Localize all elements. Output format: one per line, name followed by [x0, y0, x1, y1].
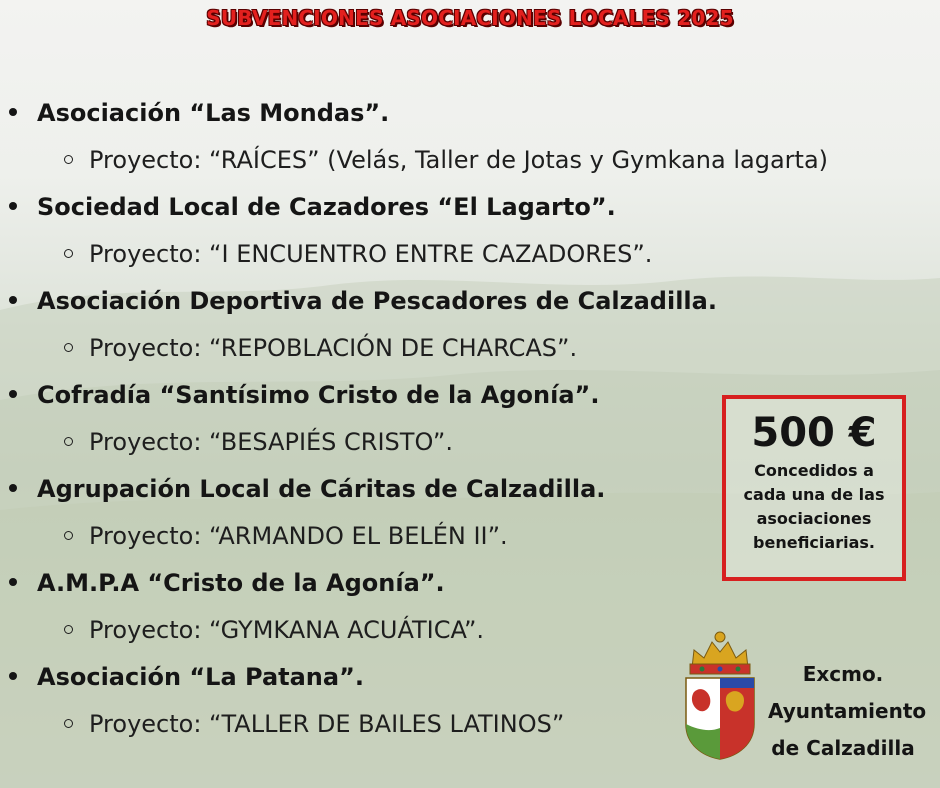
bullet-icon	[9, 672, 17, 680]
list-subitem	[64, 144, 828, 176]
circle-bullet-icon	[64, 343, 73, 352]
list-item	[9, 661, 364, 693]
association-name: Asociación “Las Mondas”.	[37, 99, 390, 127]
list-item	[9, 285, 717, 317]
list-subitem	[64, 332, 577, 364]
list-item	[9, 567, 445, 599]
coat-of-arms-icon	[680, 628, 760, 760]
list-subitem	[64, 426, 453, 458]
town-hall-line: Excmo.	[802, 662, 884, 686]
project-name: Proyecto: “TALLER DE BAILES LATINOS”	[89, 710, 565, 738]
town-hall-name	[768, 656, 927, 767]
town-hall-line: de Calzadilla	[771, 736, 915, 760]
circle-bullet-icon	[64, 625, 73, 634]
town-hall-line: Ayuntamiento	[768, 699, 927, 723]
project-name: Proyecto: “ARMANDO EL BELÉN II”.	[89, 522, 508, 550]
bullet-icon	[9, 108, 17, 116]
list-item	[9, 473, 605, 505]
list-subitem	[64, 520, 508, 552]
circle-bullet-icon	[64, 437, 73, 446]
list-item	[9, 379, 599, 411]
association-name: Asociación Deportiva de Pescadores de Calzadilla.	[37, 287, 717, 315]
grant-description-line: beneficiarias.	[753, 533, 875, 552]
bullet-icon	[9, 296, 17, 304]
project-name: Proyecto: “BESAPIÉS CRISTO”.	[89, 428, 453, 456]
list-subitem	[64, 238, 652, 270]
grant-description-line: Concedidos a	[754, 461, 874, 480]
circle-bullet-icon	[64, 531, 73, 540]
list-item	[9, 191, 616, 223]
circle-bullet-icon	[64, 249, 73, 258]
list-subitem	[64, 614, 484, 646]
association-name: Sociedad Local de Cazadores “El Lagarto”.	[37, 193, 616, 221]
project-name: Proyecto: “GYMKANA ACUÁTICA”.	[89, 616, 485, 644]
grant-amount: 500 €	[751, 410, 877, 456]
project-name: Proyecto: “RAÍCES” (Velás, Taller de Jotas y Gymkana lagarta)	[89, 146, 829, 174]
association-name: Asociación “La Patana”.	[37, 663, 364, 691]
list-subitem	[64, 708, 564, 740]
circle-bullet-icon	[64, 719, 73, 728]
list-item	[9, 97, 389, 129]
bullet-icon	[9, 202, 17, 210]
grant-description-line: asociaciones	[756, 509, 872, 528]
grant-description-line: cada una de las	[743, 485, 885, 504]
project-name: Proyecto: “REPOBLACIÓN DE CHARCAS”.	[89, 334, 578, 362]
bullet-icon	[9, 578, 17, 586]
circle-bullet-icon	[64, 155, 73, 164]
grant-amount-box	[722, 395, 906, 581]
page-title: SUBVENCIONES ASOCIACIONES LOCALES 2025	[206, 6, 734, 30]
grant-description	[726, 459, 902, 555]
association-name: Cofradía “Santísimo Cristo de la Agonía”.	[37, 381, 600, 409]
association-name: Agrupación Local de Cáritas de Calzadilla.	[37, 475, 606, 503]
bullet-icon	[9, 484, 17, 492]
project-name: Proyecto: “I ENCUENTRO ENTRE CAZADORES”.	[89, 240, 653, 268]
bullet-icon	[9, 390, 17, 398]
association-name: A.M.P.A “Cristo de la Agonía”.	[37, 569, 445, 597]
